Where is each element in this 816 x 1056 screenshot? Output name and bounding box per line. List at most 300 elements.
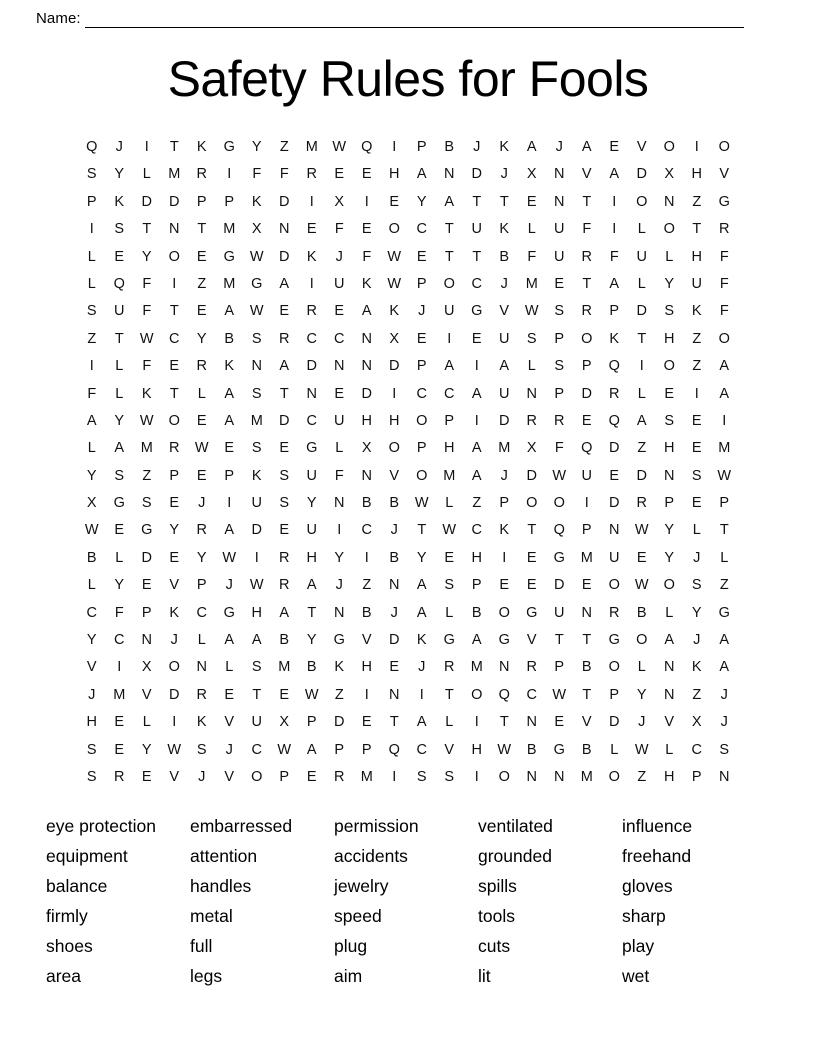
grid-cell[interactable]: E xyxy=(114,522,125,539)
grid-cell[interactable]: J xyxy=(225,577,233,594)
grid-cell[interactable]: N xyxy=(664,659,675,676)
grid-cell[interactable]: P xyxy=(334,741,345,758)
grid-cell[interactable]: W xyxy=(139,330,154,347)
word-list-item[interactable]: handles xyxy=(190,876,252,897)
grid-cell[interactable]: E xyxy=(554,275,565,292)
grid-cell[interactable]: I xyxy=(227,166,232,183)
grid-cell[interactable]: J xyxy=(500,275,508,292)
grid-cell[interactable]: I xyxy=(474,412,479,429)
grid-cell[interactable]: P xyxy=(416,358,427,375)
grid-cell[interactable]: H xyxy=(306,549,317,566)
grid-cell[interactable]: U xyxy=(609,549,620,566)
grid-cell[interactable]: O xyxy=(416,467,428,484)
grid-cell[interactable]: E xyxy=(389,193,400,210)
grid-cell[interactable]: M xyxy=(278,659,291,676)
grid-cell[interactable]: P xyxy=(416,275,427,292)
grid-cell[interactable]: L xyxy=(445,495,454,512)
grid-cell[interactable]: C xyxy=(169,330,180,347)
grid-cell[interactable]: E xyxy=(114,714,125,731)
grid-cell[interactable]: L xyxy=(115,358,124,375)
grid-cell[interactable]: H xyxy=(389,166,400,183)
grid-cell[interactable]: K xyxy=(499,221,510,238)
grid-cell[interactable]: A xyxy=(224,412,235,429)
grid-cell[interactable]: B xyxy=(471,604,482,621)
grid-cell[interactable]: E xyxy=(196,303,207,320)
grid-cell[interactable]: N xyxy=(169,221,180,238)
grid-cell[interactable]: A xyxy=(719,659,730,676)
grid-cell[interactable]: O xyxy=(581,330,593,347)
grid-cell[interactable]: C xyxy=(334,330,345,347)
grid-cell[interactable]: C xyxy=(526,686,537,703)
grid-cell[interactable]: A xyxy=(224,522,235,539)
grid-cell[interactable]: S xyxy=(141,495,152,512)
grid-cell[interactable]: N xyxy=(334,495,345,512)
grid-cell[interactable]: L xyxy=(225,659,234,676)
grid-cell[interactable]: P xyxy=(224,467,235,484)
word-list-item[interactable]: wet xyxy=(622,966,650,987)
grid-cell[interactable]: E xyxy=(499,577,510,594)
grid-cell[interactable]: N xyxy=(361,358,372,375)
grid-cell[interactable]: H xyxy=(471,549,482,566)
grid-cell[interactable]: V xyxy=(141,686,152,703)
grid-cell[interactable]: N xyxy=(499,659,510,676)
grid-cell[interactable]: P xyxy=(664,495,675,512)
grid-cell[interactable]: J xyxy=(198,495,206,512)
grid-cell[interactable]: I xyxy=(89,221,94,238)
grid-cell[interactable]: A xyxy=(471,385,482,402)
word-list-item[interactable]: ventilated xyxy=(478,816,553,837)
grid-cell[interactable]: W xyxy=(524,303,539,320)
grid-cell[interactable]: T xyxy=(169,139,179,155)
grid-cell[interactable]: D xyxy=(636,166,647,183)
grid-cell[interactable]: W xyxy=(717,467,732,484)
grid-cell[interactable]: V xyxy=(664,714,675,731)
grid-cell[interactable]: R xyxy=(279,330,290,347)
grid-cell[interactable]: P xyxy=(141,604,152,621)
grid-cell[interactable]: I xyxy=(722,412,727,429)
grid-cell[interactable]: O xyxy=(388,221,400,238)
grid-cell[interactable]: O xyxy=(636,632,648,649)
grid-cell[interactable]: Y xyxy=(196,549,207,566)
grid-cell[interactable]: R xyxy=(581,303,592,320)
grid-cell[interactable]: N xyxy=(609,522,620,539)
grid-cell[interactable]: Y xyxy=(306,495,317,512)
grid-cell[interactable]: A xyxy=(306,577,317,594)
grid-cell[interactable]: M xyxy=(718,440,731,457)
grid-cell[interactable]: E xyxy=(114,248,125,265)
grid-cell[interactable]: P xyxy=(554,330,565,347)
grid-cell[interactable]: U xyxy=(581,467,592,484)
grid-cell[interactable]: U xyxy=(334,275,345,292)
grid-cell[interactable]: A xyxy=(526,139,537,155)
grid-cell[interactable]: S xyxy=(554,303,565,320)
grid-cell[interactable]: W xyxy=(304,686,319,703)
grid-cell[interactable]: Y xyxy=(86,467,97,484)
grid-cell[interactable]: J xyxy=(225,741,233,758)
grid-cell[interactable]: R xyxy=(719,221,730,238)
grid-cell[interactable]: N xyxy=(719,768,730,785)
grid-cell[interactable]: H xyxy=(361,659,372,676)
grid-cell[interactable]: W xyxy=(414,495,429,512)
grid-cell[interactable]: D xyxy=(636,303,647,320)
grid-cell[interactable]: P xyxy=(691,768,702,785)
grid-cell[interactable]: U xyxy=(554,604,565,621)
grid-cell[interactable]: Y xyxy=(691,604,702,621)
grid-cell[interactable]: A xyxy=(581,139,592,155)
grid-cell[interactable]: M xyxy=(360,768,373,785)
grid-cell[interactable]: E xyxy=(169,549,180,566)
grid-cell[interactable]: O xyxy=(526,495,538,512)
grid-cell[interactable]: B xyxy=(389,495,400,512)
grid-cell[interactable]: G xyxy=(443,632,455,649)
grid-cell[interactable]: U xyxy=(306,522,317,539)
grid-cell[interactable]: E xyxy=(334,303,345,320)
grid-cell[interactable]: E xyxy=(334,166,345,183)
grid-cell[interactable]: K xyxy=(334,659,345,676)
grid-cell[interactable]: N xyxy=(251,358,262,375)
grid-cell[interactable]: K xyxy=(251,193,262,210)
grid-cell[interactable]: S xyxy=(114,467,125,484)
grid-cell[interactable]: H xyxy=(664,440,675,457)
grid-cell[interactable]: A xyxy=(224,632,235,649)
grid-cell[interactable]: T xyxy=(279,385,289,402)
grid-cell[interactable]: T xyxy=(142,221,152,238)
grid-cell[interactable]: K xyxy=(691,659,702,676)
grid-cell[interactable]: T xyxy=(197,221,207,238)
grid-cell[interactable]: W xyxy=(249,248,264,265)
grid-cell[interactable]: N xyxy=(196,659,207,676)
grid-cell[interactable]: A xyxy=(251,632,262,649)
grid-cell[interactable]: N xyxy=(664,193,675,210)
word-list-item[interactable]: aim xyxy=(334,966,363,987)
grid-cell[interactable]: A xyxy=(416,604,427,621)
grid-cell[interactable]: E xyxy=(609,139,620,155)
grid-cell[interactable]: D xyxy=(499,412,510,429)
grid-cell[interactable]: W xyxy=(249,303,264,320)
grid-cell[interactable]: G xyxy=(113,495,125,512)
grid-cell[interactable]: L xyxy=(527,221,536,238)
grid-cell[interactable]: O xyxy=(251,768,263,785)
word-list-item[interactable]: grounded xyxy=(478,846,552,867)
grid-cell[interactable]: I xyxy=(392,385,397,402)
grid-cell[interactable]: A xyxy=(471,440,482,457)
grid-cell[interactable]: Z xyxy=(719,577,729,594)
grid-cell[interactable]: A xyxy=(719,385,730,402)
grid-cell[interactable]: W xyxy=(194,440,209,457)
grid-cell[interactable]: R xyxy=(196,686,207,703)
grid-cell[interactable]: H xyxy=(471,741,482,758)
grid-cell[interactable]: W xyxy=(84,522,99,539)
grid-cell[interactable]: K xyxy=(224,358,235,375)
grid-cell[interactable]: E xyxy=(554,714,565,731)
grid-cell[interactable]: F xyxy=(252,166,262,183)
grid-cell[interactable]: V xyxy=(444,741,455,758)
grid-cell[interactable]: I xyxy=(172,714,177,731)
grid-cell[interactable]: Z xyxy=(472,495,482,512)
grid-cell[interactable]: A xyxy=(499,358,510,375)
grid-cell[interactable]: Y xyxy=(664,549,675,566)
grid-cell[interactable]: E xyxy=(444,549,455,566)
grid-cell[interactable]: P xyxy=(416,139,427,155)
grid-cell[interactable]: M xyxy=(443,467,456,484)
grid-cell[interactable]: Z xyxy=(279,139,289,155)
grid-cell[interactable]: D xyxy=(141,549,152,566)
word-list-item[interactable]: firmly xyxy=(46,906,88,927)
grid-cell[interactable]: C xyxy=(416,741,427,758)
grid-cell[interactable]: J xyxy=(390,604,398,621)
grid-cell[interactable]: P xyxy=(416,440,427,457)
grid-cell[interactable]: P xyxy=(581,522,592,539)
grid-cell[interactable]: T xyxy=(114,330,124,347)
grid-cell[interactable]: L xyxy=(637,659,646,676)
grid-cell[interactable]: B xyxy=(224,330,235,347)
grid-cell[interactable]: L xyxy=(637,385,646,402)
grid-cell[interactable]: F xyxy=(527,248,537,265)
grid-cell[interactable]: J xyxy=(693,549,701,566)
grid-cell[interactable]: O xyxy=(443,275,455,292)
grid-cell[interactable]: J xyxy=(500,467,508,484)
grid-cell[interactable]: U xyxy=(251,495,262,512)
grid-cell[interactable]: M xyxy=(250,412,263,429)
grid-cell[interactable]: Y xyxy=(636,686,647,703)
grid-cell[interactable]: S xyxy=(114,221,125,238)
grid-cell[interactable]: T xyxy=(444,248,454,265)
grid-cell[interactable]: O xyxy=(718,139,730,155)
grid-cell[interactable]: P xyxy=(554,385,565,402)
grid-cell[interactable]: G xyxy=(333,632,345,649)
grid-cell[interactable]: J xyxy=(638,714,646,731)
grid-cell[interactable]: H xyxy=(664,768,675,785)
grid-cell[interactable]: C xyxy=(251,741,262,758)
word-list-item[interactable]: freehand xyxy=(622,846,692,867)
grid-cell[interactable]: H xyxy=(444,440,455,457)
grid-cell[interactable]: L xyxy=(665,248,674,265)
grid-cell[interactable]: O xyxy=(168,248,180,265)
grid-cell[interactable]: V xyxy=(499,303,510,320)
word-list-item[interactable]: metal xyxy=(190,906,233,927)
grid-cell[interactable]: B xyxy=(581,741,592,758)
grid-cell[interactable]: I xyxy=(144,139,149,155)
grid-cell[interactable]: J xyxy=(335,248,343,265)
grid-cell[interactable]: J xyxy=(115,139,123,155)
grid-cell[interactable]: A xyxy=(279,275,290,292)
grid-cell[interactable]: M xyxy=(525,275,538,292)
grid-cell[interactable]: R xyxy=(196,522,207,539)
grid-cell[interactable]: Y xyxy=(664,275,675,292)
grid-cell[interactable]: G xyxy=(251,275,263,292)
grid-cell[interactable]: K xyxy=(141,385,152,402)
grid-cell[interactable]: P xyxy=(554,659,565,676)
grid-cell[interactable]: S xyxy=(279,495,290,512)
grid-cell[interactable]: A xyxy=(664,632,675,649)
grid-cell[interactable]: T xyxy=(637,330,647,347)
grid-cell[interactable]: L xyxy=(142,166,151,183)
grid-cell[interactable]: X xyxy=(251,221,262,238)
grid-cell[interactable]: A xyxy=(416,166,427,183)
grid-cell[interactable]: E xyxy=(196,412,207,429)
grid-cell[interactable]: E xyxy=(361,221,372,238)
grid-cell[interactable]: O xyxy=(608,577,620,594)
grid-cell[interactable]: S xyxy=(416,768,427,785)
word-list-item[interactable]: spills xyxy=(478,876,517,897)
word-search-grid[interactable] xyxy=(78,134,738,791)
grid-cell[interactable]: N xyxy=(141,632,152,649)
grid-cell[interactable]: I xyxy=(694,139,699,155)
grid-cell[interactable]: R xyxy=(636,495,647,512)
grid-cell[interactable]: W xyxy=(387,248,402,265)
grid-cell[interactable]: F xyxy=(609,248,619,265)
grid-cell[interactable]: M xyxy=(223,275,236,292)
grid-cell[interactable]: A xyxy=(471,467,482,484)
grid-cell[interactable]: X xyxy=(526,166,537,183)
grid-cell[interactable]: A xyxy=(609,166,620,183)
grid-cell[interactable]: Q xyxy=(86,139,98,155)
grid-cell[interactable]: S xyxy=(251,440,262,457)
grid-cell[interactable]: R xyxy=(609,604,620,621)
grid-cell[interactable]: M xyxy=(223,221,236,238)
grid-cell[interactable]: E xyxy=(691,495,702,512)
word-list-item[interactable]: gloves xyxy=(622,876,673,897)
grid-cell[interactable]: L xyxy=(637,275,646,292)
grid-cell[interactable]: U xyxy=(334,412,345,429)
grid-cell[interactable]: G xyxy=(553,549,565,566)
grid-cell[interactable]: Y xyxy=(416,193,427,210)
grid-cell[interactable]: S xyxy=(279,467,290,484)
grid-cell[interactable]: Z xyxy=(334,686,344,703)
grid-cell[interactable]: J xyxy=(390,522,398,539)
grid-cell[interactable]: Z xyxy=(362,577,372,594)
grid-cell[interactable]: W xyxy=(139,412,154,429)
grid-cell[interactable]: W xyxy=(634,577,649,594)
grid-cell[interactable]: N xyxy=(554,193,565,210)
grid-cell[interactable]: S xyxy=(86,768,97,785)
grid-cell[interactable]: D xyxy=(361,385,372,402)
grid-cell[interactable]: T xyxy=(582,193,592,210)
grid-cell[interactable]: I xyxy=(337,522,342,539)
grid-cell[interactable]: T xyxy=(252,686,262,703)
grid-cell[interactable]: N xyxy=(581,604,592,621)
grid-cell[interactable]: D xyxy=(279,248,290,265)
grid-cell[interactable]: A xyxy=(636,412,647,429)
grid-cell[interactable]: X xyxy=(279,714,290,731)
word-list-item[interactable]: embarressed xyxy=(190,816,293,837)
grid-cell[interactable]: O xyxy=(663,221,675,238)
grid-cell[interactable]: Y xyxy=(114,577,125,594)
grid-cell[interactable]: N xyxy=(389,686,400,703)
grid-cell[interactable]: A xyxy=(86,412,97,429)
grid-cell[interactable]: I xyxy=(227,495,232,512)
grid-cell[interactable]: K xyxy=(169,604,180,621)
grid-cell[interactable]: L xyxy=(445,714,454,731)
grid-cell[interactable]: F xyxy=(582,221,592,238)
grid-cell[interactable]: U xyxy=(114,303,125,320)
grid-cell[interactable]: D xyxy=(581,385,592,402)
grid-cell[interactable]: G xyxy=(471,303,483,320)
grid-cell[interactable]: K xyxy=(361,275,372,292)
grid-cell[interactable]: D xyxy=(169,686,180,703)
grid-cell[interactable]: A xyxy=(416,714,427,731)
grid-cell[interactable]: G xyxy=(718,193,730,210)
grid-cell[interactable]: Z xyxy=(87,330,97,347)
grid-cell[interactable]: N xyxy=(526,385,537,402)
grid-cell[interactable]: E xyxy=(526,577,537,594)
word-list-item[interactable]: shoes xyxy=(46,936,93,957)
grid-cell[interactable]: P xyxy=(86,193,97,210)
grid-cell[interactable]: I xyxy=(584,495,589,512)
grid-cell[interactable]: I xyxy=(392,139,397,155)
grid-cell[interactable]: E xyxy=(526,549,537,566)
grid-cell[interactable]: K xyxy=(609,330,620,347)
grid-cell[interactable]: I xyxy=(419,686,424,703)
grid-cell[interactable]: M xyxy=(580,768,593,785)
grid-cell[interactable]: O xyxy=(168,412,180,429)
grid-cell[interactable]: B xyxy=(499,248,510,265)
word-list-item[interactable]: full xyxy=(190,936,213,957)
grid-cell[interactable]: T xyxy=(472,248,482,265)
grid-cell[interactable]: F xyxy=(142,303,152,320)
grid-cell[interactable]: P xyxy=(306,714,317,731)
grid-cell[interactable]: U xyxy=(444,303,455,320)
word-list-item[interactable]: accidents xyxy=(334,846,408,867)
grid-cell[interactable]: W xyxy=(634,522,649,539)
grid-cell[interactable]: E xyxy=(471,330,482,347)
grid-cell[interactable]: P xyxy=(169,467,180,484)
grid-cell[interactable]: A xyxy=(471,632,482,649)
grid-cell[interactable]: C xyxy=(416,385,427,402)
grid-cell[interactable]: D xyxy=(389,632,400,649)
grid-cell[interactable]: K xyxy=(691,303,702,320)
grid-cell[interactable]: J xyxy=(198,768,206,785)
grid-cell[interactable]: Q xyxy=(581,440,593,457)
grid-cell[interactable]: E xyxy=(526,193,537,210)
grid-cell[interactable]: E xyxy=(306,768,317,785)
grid-cell[interactable]: T xyxy=(169,303,179,320)
grid-cell[interactable]: D xyxy=(141,193,152,210)
grid-cell[interactable]: P xyxy=(196,577,207,594)
grid-cell[interactable]: H xyxy=(691,166,702,183)
grid-cell[interactable]: L xyxy=(142,714,151,731)
grid-cell[interactable]: H xyxy=(691,248,702,265)
grid-cell[interactable]: H xyxy=(389,412,400,429)
grid-cell[interactable]: T xyxy=(472,193,482,210)
grid-cell[interactable]: G xyxy=(553,741,565,758)
grid-cell[interactable]: U xyxy=(251,714,262,731)
grid-cell[interactable]: M xyxy=(470,659,483,676)
grid-cell[interactable]: R xyxy=(526,412,537,429)
grid-cell[interactable]: V xyxy=(86,659,97,676)
grid-cell[interactable]: R xyxy=(306,303,317,320)
word-list-item[interactable]: influence xyxy=(622,816,693,837)
grid-cell[interactable]: Q xyxy=(608,358,620,375)
grid-cell[interactable]: D xyxy=(389,358,400,375)
grid-cell[interactable]: Y xyxy=(306,632,317,649)
word-list-item[interactable]: lit xyxy=(478,966,491,987)
grid-cell[interactable]: W xyxy=(552,467,567,484)
grid-cell[interactable]: J xyxy=(335,577,343,594)
grid-cell[interactable]: S xyxy=(196,741,207,758)
grid-cell[interactable]: W xyxy=(552,686,567,703)
grid-cell[interactable]: S xyxy=(691,467,702,484)
grid-cell[interactable]: N xyxy=(389,577,400,594)
grid-cell[interactable]: V xyxy=(224,714,235,731)
grid-cell[interactable]: V xyxy=(581,166,592,183)
grid-cell[interactable]: O xyxy=(553,495,565,512)
grid-cell[interactable]: O xyxy=(498,768,510,785)
grid-cell[interactable]: A xyxy=(719,632,730,649)
grid-cell[interactable]: B xyxy=(86,549,97,566)
grid-cell[interactable]: I xyxy=(364,193,369,210)
grid-cell[interactable]: C xyxy=(196,604,207,621)
